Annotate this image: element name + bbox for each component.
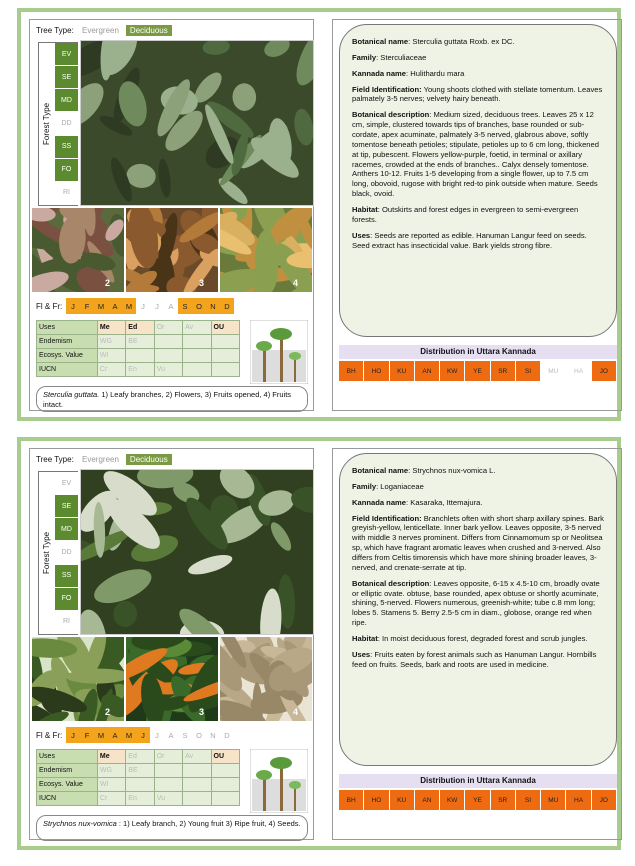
distribution-cell: YE — [465, 361, 490, 381]
field-identification-paragraph — [352, 514, 604, 573]
species-description-panel — [332, 448, 622, 840]
status-row — [37, 335, 240, 349]
botanical-description-value: Medium sized, deciduous trees. Leaves 25 x 12 cm, simple, clustered towards tips of branches, base rounded or sub-cordate, apex acuminate, palmately 3-5 nerved, glabrous above, softly tomentose beneath petioles; stipulate, petioles up to 6 cm long, thickened at tip, pubescent. Flowers yellow-purple, foetid, in terminal or axillary racemes, crowded at the ends of branches.. Calyx densely tomentose. Anthers 10-12. Fruits 1-5 developing from a single flower, up to 7.5 cm long, obovoid, rugose with bright red-to pink outside when mature. Seeds black, ovoid. — [352, 110, 599, 199]
forest-code: SS — [55, 136, 78, 159]
species-info-card — [339, 453, 617, 766]
uses-label: Uses — [352, 230, 371, 240]
botanical-name-paragraph — [352, 466, 604, 476]
forest-code: SS — [55, 565, 78, 588]
separator: : — [376, 52, 381, 62]
month-cell: D — [224, 730, 230, 740]
botanical-name-paragraph — [352, 37, 604, 47]
status-row-label: Endemism — [37, 764, 98, 778]
botanical-name-label: Botanical name — [352, 37, 409, 46]
field-identification-value: Branchlets often with short sharp axillary spines. Bark greyish-yellow, lenticellate. Inner bark yellow. Leaves opposite, 3-5 nerved with middle 3 nerves prominent. Differs from Cinnamomum sp or Neolitsea sp, which have fragrant aromatic leaves when crushed and 3-nerved. Also differs from Celtis timorensis which have more shining broader leaves, 3-nerved, and crenate-serrate at tip. — [352, 513, 604, 572]
botanical-name-label: Botanical name — [352, 466, 409, 475]
kannada-name-label: Kannada name — [352, 497, 407, 507]
status-row-label: Endemism — [37, 335, 98, 349]
botanical-description-label: Botanical description — [352, 578, 430, 588]
status-table — [36, 749, 240, 806]
forest-code: EV — [55, 43, 78, 66]
month-cell: A — [168, 301, 174, 311]
botanical-description-paragraph — [352, 110, 604, 199]
forest-code: DD — [55, 541, 78, 564]
month-cell: J — [66, 298, 80, 314]
month-cell: J — [66, 727, 80, 743]
photo-number: 4 — [292, 707, 298, 717]
separator: : — [408, 466, 413, 475]
distribution-cell: SI — [516, 790, 541, 810]
forest-type-column — [38, 42, 78, 206]
month-cell: D — [220, 298, 234, 314]
field-identification-paragraph — [352, 85, 604, 105]
species-thumbnail-photo — [32, 208, 124, 292]
month-cell: F — [80, 727, 94, 743]
status-cell-empty — [126, 778, 154, 792]
habitat-value: Outskirts and forest edges in evergreen to semi-evergreen forests. — [352, 205, 579, 224]
status-cell-empty — [154, 335, 182, 349]
separator: : — [370, 649, 375, 659]
forest-type-codes — [55, 43, 78, 205]
caption-text: : 1) Leafy branch, 2) Young fruit 3) Ripe fruit, 4) Seeds. — [116, 819, 301, 828]
distribution-cell: SI — [516, 361, 541, 381]
distribution-cell: SR — [491, 790, 516, 810]
distribution-cell: SR — [491, 361, 516, 381]
month-cell: N — [210, 730, 216, 740]
separator: : — [377, 205, 382, 215]
distribution-cell: HA — [566, 790, 591, 810]
status-row-label: Uses — [37, 750, 98, 764]
forest-code: DD — [55, 112, 78, 135]
status-cell-empty — [183, 363, 211, 377]
status-cell-empty — [154, 764, 182, 778]
habitat-label: Habitat — [352, 634, 378, 644]
separator: : — [406, 497, 411, 507]
month-cell: J — [155, 730, 159, 740]
botanical-description-value: Leaves opposite, 6-15 x 4.5-10 cm, broadly ovate or elliptic ovate. obtuse, base rounded, apex obtuse or shortly acuminate, shining, 5-nerved. Flowers numerous, greenish-white; tube c.8 mm long; lobes 5. Stamens 5. Berry 2.5-5 cm in diam., globose, orange red when ripe. — [352, 578, 600, 628]
separator: : — [370, 230, 375, 240]
month-cell: M — [122, 298, 136, 314]
month-cell: M — [94, 727, 108, 743]
month-cell: M — [94, 298, 108, 314]
status-row — [37, 349, 240, 363]
status-cell: OU — [211, 750, 239, 764]
caption-species-name: Sterculia guttata. — [43, 390, 100, 399]
caption-text: 1) Leafy branches, 2) Flowers, 3) Fruits opened, 4) Fruits intact. — [43, 390, 292, 409]
distribution-title: Distribution in Uttara Kannada — [339, 345, 617, 359]
species-thumbnail-photo — [126, 208, 218, 292]
separator: : — [406, 68, 411, 78]
distribution-cell: BH — [339, 790, 364, 810]
forest-type-column — [38, 471, 78, 635]
status-cell: Av — [183, 321, 211, 335]
leafy-branch-photo — [80, 40, 314, 206]
month-cell: S — [178, 298, 192, 314]
status-row — [37, 750, 240, 764]
forest-code: SE — [55, 495, 78, 518]
status-row-label: Uses — [37, 321, 98, 335]
separator: : — [376, 481, 381, 491]
family-label: Family — [352, 52, 377, 62]
status-cell-empty — [211, 335, 239, 349]
month-cell: O — [192, 298, 206, 314]
status-row — [37, 764, 240, 778]
month-cell: O — [196, 730, 202, 740]
species-thumbnail-photo — [220, 637, 312, 721]
field-identification-value: Young shoots clothed with stellate tomentum. Leaves palmately 3-5 nerves; velvety hairy beneath. — [352, 84, 603, 104]
status-cell: BE — [126, 764, 154, 778]
tree-type-label: Tree Type: — [36, 25, 74, 35]
tree-type-option: Deciduous — [126, 454, 172, 465]
forest-type-label: Forest Type — [42, 531, 51, 575]
distribution-cell: AN — [415, 790, 440, 810]
habitat-label: Habitat — [352, 205, 378, 215]
month-cell: S — [182, 730, 188, 740]
status-cell: Or — [154, 750, 182, 764]
forest-stand-diagram — [250, 320, 308, 384]
month-cell: J — [155, 301, 159, 311]
separator: : — [429, 110, 434, 120]
status-cell: Vu — [154, 792, 182, 806]
habitat-paragraph — [352, 205, 604, 225]
status-cell-empty — [183, 792, 211, 806]
distribution-row — [339, 790, 617, 810]
distribution-title: Distribution in Uttara Kannada — [339, 774, 617, 788]
family-paragraph — [352, 482, 604, 492]
distribution-cell: KW — [440, 361, 465, 381]
status-row-label: IUCN — [37, 363, 98, 377]
tree-type-option: Evergreen — [82, 454, 119, 464]
separator: : — [429, 578, 434, 588]
status-row-label: IUCN — [37, 792, 98, 806]
distribution-cell: KU — [390, 361, 415, 381]
botanical-description-paragraph — [352, 579, 604, 628]
photo-number: 2 — [104, 278, 110, 288]
uses-label: Uses — [352, 649, 371, 659]
status-cell: BE — [126, 335, 154, 349]
botanical-description-label: Botanical description — [352, 110, 430, 120]
photo-number: 3 — [198, 707, 204, 717]
photo-caption — [36, 815, 308, 841]
species-photo-panel — [29, 19, 314, 411]
status-cell: Vu — [154, 363, 182, 377]
separator: : — [408, 37, 413, 46]
status-row — [37, 321, 240, 335]
tree-type-row — [36, 23, 175, 37]
status-cell: WI — [97, 349, 125, 363]
uses-paragraph — [352, 231, 604, 251]
distribution-cell: HO — [364, 361, 389, 381]
tree-type-option: Evergreen — [82, 25, 119, 35]
separator: : — [377, 634, 382, 644]
month-cell: J — [136, 727, 150, 743]
forest-type-label: Forest Type — [42, 102, 51, 146]
month-cell: F — [80, 298, 94, 314]
status-cell-empty — [183, 778, 211, 792]
status-cell: Me — [97, 750, 125, 764]
leafy-branch-photo — [80, 469, 314, 635]
species-thumbnail-photo — [126, 637, 218, 721]
habitat-value: In moist deciduous forest, degraded forest and scrub jungles. — [381, 634, 588, 644]
uses-value: Seeds are reported as edible. Hanuman Langur feed on seeds. Seed extract has insecticidal value. Bark yields strong fibre. — [352, 230, 587, 250]
distribution-cell: BH — [339, 361, 364, 381]
kannada-name-paragraph — [352, 498, 604, 508]
forest-type-codes — [55, 472, 78, 634]
month-cell: A — [108, 298, 122, 314]
flowering-fruiting-label: Fl & Fr: — [36, 730, 63, 740]
status-cell-empty — [154, 778, 182, 792]
distribution-cell: HO — [364, 790, 389, 810]
distribution-cell: MU — [541, 790, 566, 810]
flowering-fruiting-row — [36, 726, 234, 744]
status-cell: WI — [97, 778, 125, 792]
photo-number: 3 — [198, 278, 204, 288]
kannada-name-value: Hulithardu mara — [410, 68, 465, 78]
caption-species-name: Strychnos nux-vomica — [43, 819, 117, 828]
month-cell: J — [141, 301, 145, 311]
month-cell: N — [206, 298, 220, 314]
forest-code: FO — [55, 588, 78, 611]
status-cell: Cr — [97, 363, 125, 377]
status-cell: Or — [154, 321, 182, 335]
status-row-label: Ecosys. Value — [37, 349, 98, 363]
species-description-panel — [332, 19, 622, 411]
photo-number: 2 — [104, 707, 110, 717]
species-sheet — [17, 8, 621, 421]
distribution-cell: KU — [390, 790, 415, 810]
species-thumbnail-photo — [32, 637, 124, 721]
forest-stand-diagram — [250, 749, 308, 813]
flowering-fruiting-label: Fl & Fr: — [36, 301, 63, 311]
distribution-row — [339, 361, 617, 381]
kannada-name-value: Kasaraka, Ittemajura. — [410, 497, 483, 507]
distribution-cell: YE — [465, 790, 490, 810]
forest-code: MD — [55, 518, 78, 541]
status-row-label: Ecosys. Value — [37, 778, 98, 792]
forest-code: MD — [55, 89, 78, 112]
status-cell: Ed — [126, 750, 154, 764]
botanical-name-value: Strychnos nux-vomica L. — [412, 466, 496, 475]
month-cell: A — [108, 727, 122, 743]
distribution-cell: AN — [415, 361, 440, 381]
kannada-name-paragraph — [352, 69, 604, 79]
habitat-paragraph — [352, 634, 604, 644]
field-identification-label: Field Identification: — [352, 84, 422, 94]
species-info-card — [339, 24, 617, 337]
status-cell: En — [126, 363, 154, 377]
tree-type-label: Tree Type: — [36, 454, 74, 464]
status-cell-empty — [211, 792, 239, 806]
status-cell-empty — [183, 764, 211, 778]
status-cell-empty — [126, 349, 154, 363]
status-row — [37, 792, 240, 806]
status-cell: Ed — [126, 321, 154, 335]
status-cell-empty — [183, 349, 211, 363]
distribution-cell: JO — [592, 361, 617, 381]
status-cell-empty — [211, 349, 239, 363]
status-cell: Cr — [97, 792, 125, 806]
status-cell: WG — [97, 764, 125, 778]
family-label: Family — [352, 481, 377, 491]
tree-type-option: Deciduous — [126, 25, 172, 36]
family-value: Loganiaceae — [380, 481, 424, 491]
uses-paragraph — [352, 650, 604, 670]
forest-code: RI — [55, 182, 78, 205]
distribution-cell: HA — [566, 361, 591, 381]
species-sheet — [17, 437, 621, 850]
status-cell-empty — [183, 335, 211, 349]
status-cell: En — [126, 792, 154, 806]
status-cell-empty — [211, 363, 239, 377]
status-cell-empty — [154, 349, 182, 363]
forest-code: EV — [55, 472, 78, 495]
distribution-cell: MU — [541, 361, 566, 381]
distribution-cell: JO — [592, 790, 617, 810]
status-table — [36, 320, 240, 377]
botanical-name-value: Sterculia guttata Roxb. ex DC. — [412, 37, 515, 46]
status-cell: Me — [97, 321, 125, 335]
forest-code: FO — [55, 159, 78, 182]
forest-code: SE — [55, 66, 78, 89]
uses-value: Fruits eaten by forest animals such as Hanuman Langur. Hornbills feed on fruits. Seeds, bark and roots are used in medicine. — [352, 649, 597, 669]
status-cell: OU — [211, 321, 239, 335]
status-row — [37, 363, 240, 377]
month-cell: M — [122, 727, 136, 743]
forest-code: RI — [55, 611, 78, 634]
family-paragraph — [352, 53, 604, 63]
distribution-cell: KW — [440, 790, 465, 810]
status-cell-empty — [211, 764, 239, 778]
photo-number: 4 — [292, 278, 298, 288]
status-cell: Av — [183, 750, 211, 764]
kannada-name-label: Kannada name — [352, 68, 407, 78]
status-cell-empty — [211, 778, 239, 792]
field-identification-label: Field Identification: — [352, 513, 422, 523]
family-value: Sterculiaceae — [380, 52, 427, 62]
species-photo-panel — [29, 448, 314, 840]
photo-caption — [36, 386, 308, 412]
tree-type-row — [36, 452, 175, 466]
flowering-fruiting-row — [36, 297, 234, 315]
status-row — [37, 778, 240, 792]
status-cell: WG — [97, 335, 125, 349]
month-cell: A — [168, 730, 174, 740]
species-thumbnail-photo — [220, 208, 312, 292]
